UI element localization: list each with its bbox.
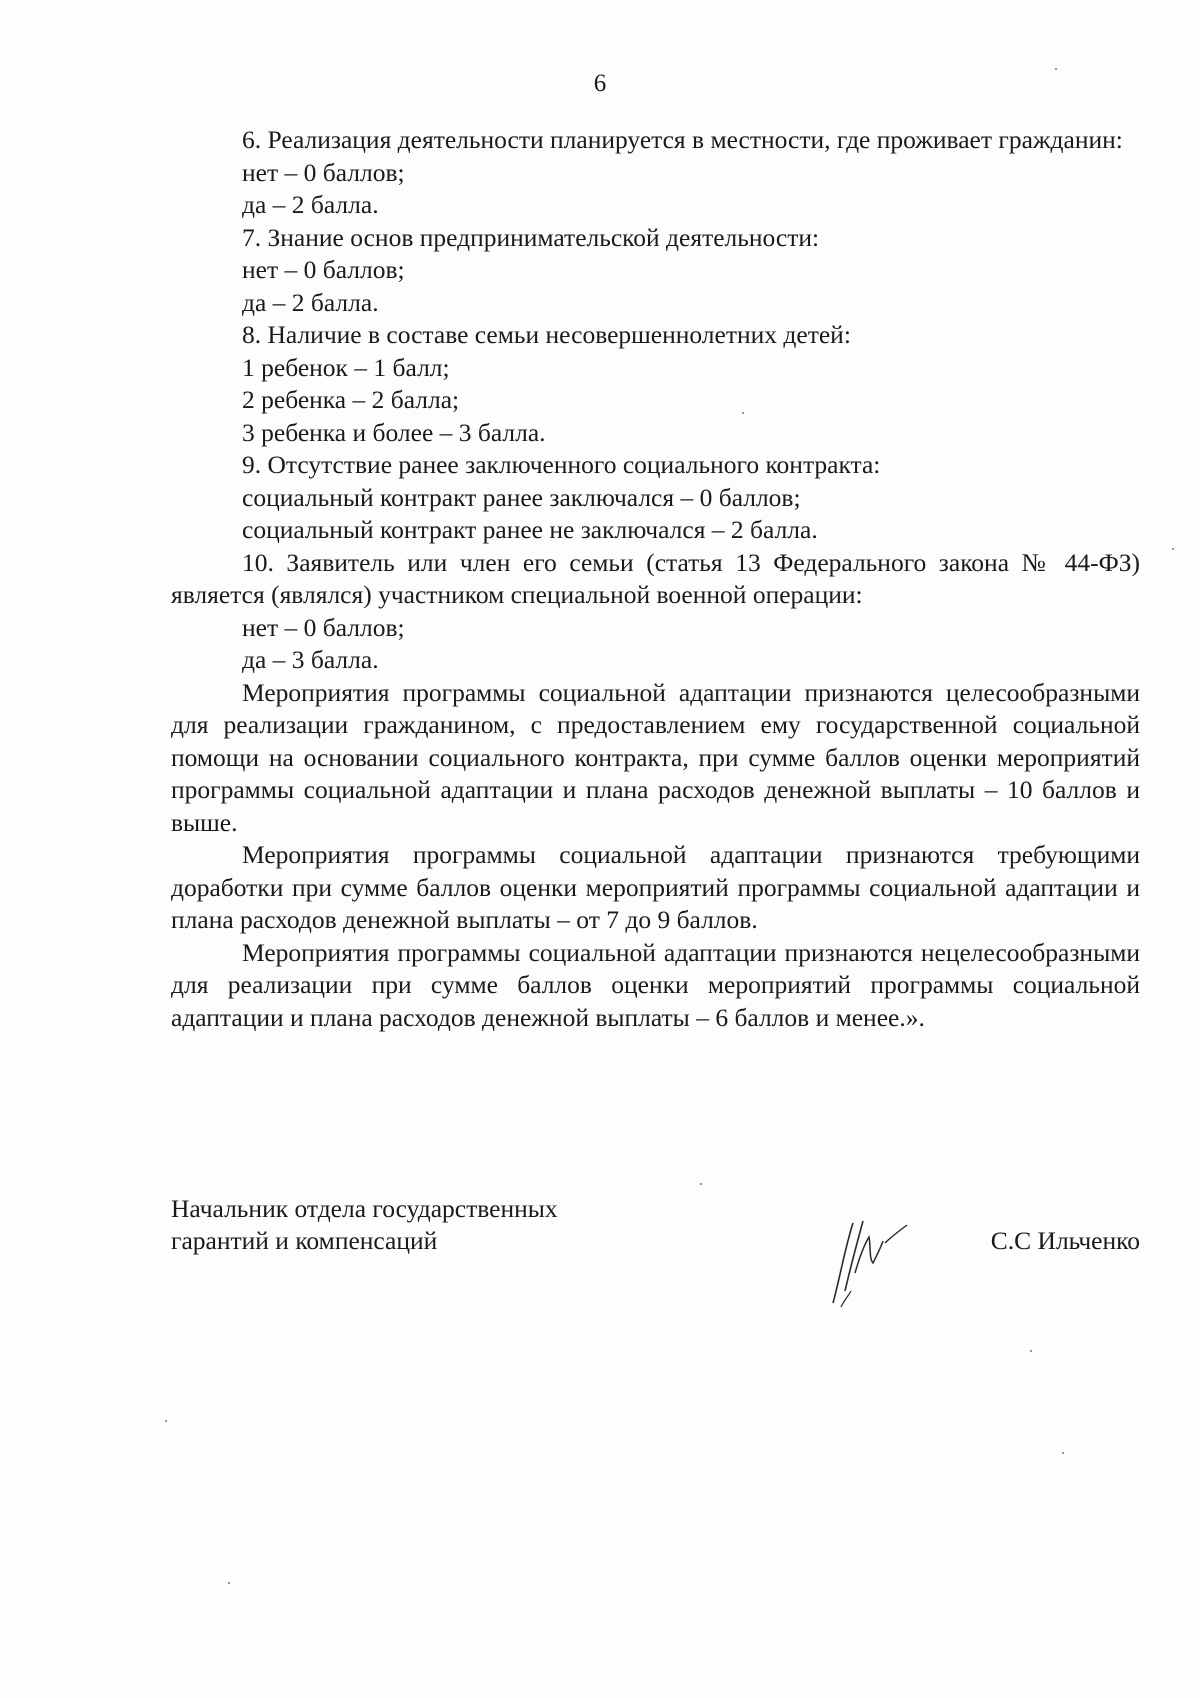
criterion-7-option-yes: да – 2 балла. (242, 287, 379, 317)
criterion-9-heading: 9. Отсутствие ранее заключенного социального контракта: (242, 450, 881, 479)
signer-name: С.С Ильченко (990, 1226, 1140, 1255)
conclusion-paragraph-expedient: Мероприятия программы социальной адаптации признаются целесообразными для реализации гражданином, с предоставлением ему государственной социальной помощи на основании социального контракта, при сумме баллов оценки мероприятий программы социальной адаптации и плана расходов денежной выплаты – 10 баллов и выше. (171, 677, 1140, 837)
page-number: 6 (593, 70, 607, 97)
criterion-7-heading: 7. Знание основ предпринимательской деятельности: (242, 222, 820, 252)
handwritten-signature (811, 1203, 941, 1313)
criterion-6-heading: 6. Реализация деятельности планируется в местности, где проживает гражданин: (242, 125, 1123, 154)
signer-title-line-1: Начальник отдела государственных (171, 1194, 558, 1223)
conclusion-paragraph-revision: Мероприятия программы социальной адаптации признаются требующими доработки при сумме баллов оценки мероприятий программы социальной адаптации и плана расходов денежной выплаты – от 7 до 9 баллов. (171, 840, 1140, 934)
criterion-8-option-2: 2 ребенка – 2 балла; (242, 385, 460, 414)
criterion-10-option-yes: да – 3 балла. (242, 645, 379, 674)
scan-speck (1172, 548, 1174, 550)
signer-title-line-2: гарантий и компенсаций (171, 1226, 438, 1255)
criterion-9-option-no: социальный контракт ранее не заключался – 2 балла. (242, 515, 818, 544)
criterion-9-option-yes: социальный контракт ранее заключался – 0 баллов; (242, 482, 801, 512)
criterion-8-option-1: 1 ребенок – 1 балл; (242, 352, 450, 382)
scan-speck (1055, 68, 1057, 70)
criterion-6-option-yes: да – 2 балла. (242, 190, 379, 219)
criterion-6-option-no: нет – 0 баллов; (242, 157, 405, 187)
scan-speck (1062, 1452, 1064, 1454)
scan-speck (165, 1420, 167, 1422)
scan-speck (700, 1183, 702, 1185)
scan-speck (1030, 1350, 1032, 1352)
scan-speck (228, 1582, 230, 1584)
conclusion-paragraph-inexpedient: Мероприятия программы социальной адаптации признаются нецелесообразными для реализации при сумме баллов оценки мероприятий программы социальной адаптации и плана расходов денежной выплаты – 6 баллов и менее.». (171, 937, 1140, 1032)
criterion-7-option-no: нет – 0 баллов; (242, 255, 405, 284)
signer-title (171, 1193, 651, 1257)
criterion-10-option-no: нет – 0 баллов; (242, 612, 405, 642)
criterion-8-heading: 8. Наличие в составе семьи несовершеннолетних детей: (242, 320, 851, 349)
criterion-10-heading: 10. Заявитель или член его семьи (статья 13 Федерального закона № 44-ФЗ) является (являлся) участником специальной военной операции: (171, 547, 1140, 609)
criterion-8-option-3: 3 ребенка и более – 3 балла. (242, 417, 546, 447)
scan-speck (742, 412, 744, 414)
document-body (171, 124, 1140, 1034)
